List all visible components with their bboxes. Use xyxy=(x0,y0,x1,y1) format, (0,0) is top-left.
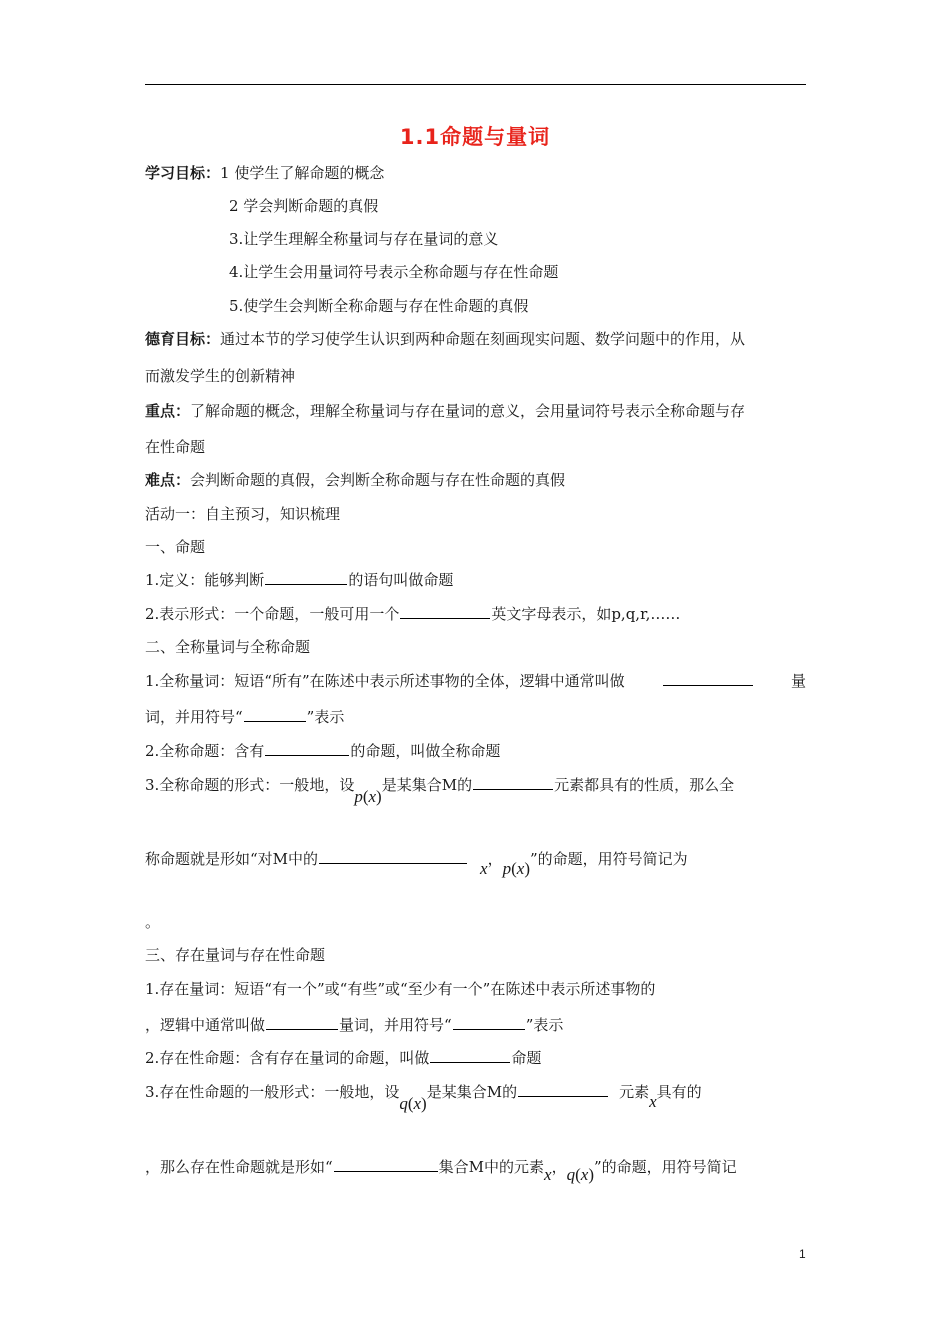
fill-blank[interactable] xyxy=(319,849,467,864)
sec3-l2a: ，逻辑中通常叫做 xyxy=(145,1016,266,1034)
goal-item-5: 5.使学生会判断全称命题与存在性命题的真假 xyxy=(229,297,529,315)
section-3-heading: 三、存在量词与存在性命题 xyxy=(145,946,326,964)
sec2-period: 。 xyxy=(145,913,161,931)
sec1-definition-line xyxy=(145,570,453,590)
goal-item-3: 3.让学生理解全称量词与存在量词的意义 xyxy=(229,230,499,248)
sec2-l2b: 的命题，叫做全称命题 xyxy=(350,742,501,760)
sec3-l5c: ”的命题，用符号简记 xyxy=(594,1158,737,1176)
sec2-l3a: 3.全称命题的形式：一般地，设 xyxy=(145,776,355,794)
sec2-form-cont-line xyxy=(145,849,688,878)
fill-blank[interactable] xyxy=(265,741,349,756)
difficult-label: 难点： xyxy=(145,471,191,489)
sec3-l5b: 集合M中的元素 xyxy=(438,1158,545,1176)
sec3-form-cont-line xyxy=(145,1157,737,1184)
section-1-heading: 一、命题 xyxy=(145,538,206,556)
sec3-l2c: ”表示 xyxy=(525,1016,564,1034)
sec2-l4a: 称命题就是形如“对M中的 xyxy=(145,850,319,868)
page-title: 1.1命题与量词 xyxy=(399,125,551,149)
goals-label: 学习目标： xyxy=(145,164,221,182)
fill-blank[interactable] xyxy=(265,570,347,585)
header-rule xyxy=(145,84,806,85)
key-label: 重点： xyxy=(145,402,191,420)
sec1-l2a: 2.表示形式：一个命题，一般可用一个 xyxy=(145,605,400,623)
moral-line-1 xyxy=(145,329,745,349)
formula-p-of-x: p(x) xyxy=(502,859,530,878)
activity-heading: 活动一：自主预习，知识梳理 xyxy=(145,505,341,523)
sec3-form-line xyxy=(145,1082,702,1113)
formula-p-of-x: p(x) xyxy=(354,787,382,806)
sec1-l1b: 的语句叫做命题 xyxy=(348,571,454,589)
page-number: 1 xyxy=(799,1247,806,1261)
moral-line-2: 而激发学生的创新精神 xyxy=(145,367,296,385)
sec3-l4d: 具有的 xyxy=(656,1083,702,1101)
sec2-l2a: 2.全称命题：含有 xyxy=(145,742,265,760)
sec3-l3b: 命题 xyxy=(511,1049,542,1067)
comma: ， xyxy=(487,850,503,868)
sec3-l4c: 元素 xyxy=(619,1083,650,1101)
goal-item-4: 4.让学生会用量词符号表示全称命题与存在性命题 xyxy=(229,263,559,281)
sec2-l3c: 元素都具有的性质，那么全 xyxy=(554,776,735,794)
sec2-form-line xyxy=(145,775,735,806)
difficult-text: 会判断命题的真假，会判断全称命题与存在性命题的真假 xyxy=(190,471,566,489)
sec2-universal-quantifier-line xyxy=(145,671,806,691)
goal-item-1 xyxy=(145,163,384,183)
moral-text-1: 通过本节的学习使学生认识到两种命题在刻画现实问题、数学问题中的作用，从 xyxy=(220,330,746,348)
fill-blank[interactable] xyxy=(453,1015,525,1030)
sec2-l1c: 词，并用符号“ xyxy=(145,708,243,726)
sec3-l5a: ，那么存在性命题就是形如“ xyxy=(145,1158,333,1176)
sec3-existential-quantifier-line: 1.存在量词：短语“有一个”或“有些”或“至少有一个”在陈述中表示所述事物的 xyxy=(145,980,656,998)
sec2-symbol-line xyxy=(145,707,344,727)
goal-item-2: 2 学会判断命题的真假 xyxy=(229,197,379,215)
sec2-l1b: 量 xyxy=(790,672,806,690)
sec2-universal-proposition-line xyxy=(145,741,500,761)
fill-blank[interactable] xyxy=(334,1157,438,1172)
fill-blank[interactable] xyxy=(244,707,306,722)
sec1-form-line xyxy=(145,604,680,624)
sec3-l4b: 是某集合M的 xyxy=(426,1083,518,1101)
sec1-l1a: 1.定义：能够判断 xyxy=(145,571,265,589)
formula-q-of-x: q(x) xyxy=(566,1165,594,1184)
fill-blank[interactable] xyxy=(400,604,490,619)
sec2-l4b: ”的命题，用符号简记为 xyxy=(529,850,688,868)
sec2-l3b: 是某集合M的 xyxy=(381,776,473,794)
key-line-2: 在性命题 xyxy=(145,438,206,456)
fill-blank[interactable] xyxy=(430,1048,510,1063)
fill-blank[interactable] xyxy=(518,1082,608,1097)
sec3-existential-proposition-line xyxy=(145,1048,541,1068)
difficult-line xyxy=(145,470,565,490)
formula-q-of-x: q(x) xyxy=(399,1094,427,1113)
sec3-symbol-line xyxy=(145,1015,563,1035)
moral-label: 德育目标： xyxy=(145,330,221,348)
formula-x: x xyxy=(649,1092,657,1111)
sec3-l2b: 量词，并用符号“ xyxy=(339,1016,452,1034)
fill-blank[interactable] xyxy=(663,671,753,686)
formula-x: x xyxy=(480,859,488,878)
sec3-l4a: 3.存在性命题的一般形式：一般地，设 xyxy=(145,1083,400,1101)
sec2-l1d: ”表示 xyxy=(306,708,345,726)
fill-blank[interactable] xyxy=(266,1015,338,1030)
formula-x: x xyxy=(544,1165,552,1184)
sec2-l1a: 1.全称量词：短语“所有”在陈述中表示所述事物的全体，逻辑中通常叫做 xyxy=(145,672,625,690)
fill-blank[interactable] xyxy=(473,775,553,790)
comma: ， xyxy=(551,1158,567,1176)
section-2-heading: 二、全称量词与全称命题 xyxy=(145,638,311,656)
sec1-l2b: 英文字母表示，如p,q,r,…… xyxy=(491,605,681,623)
goal-text-1: 1 使学生了解命题的概念 xyxy=(220,164,385,182)
sec3-l3a: 2.存在性命题：含有存在量词的命题，叫做 xyxy=(145,1049,430,1067)
key-line-1 xyxy=(145,401,745,421)
key-text-1: 了解命题的概念，理解全称量词与存在量词的意义，会用量词符号表示全称命题与存 xyxy=(190,402,746,420)
